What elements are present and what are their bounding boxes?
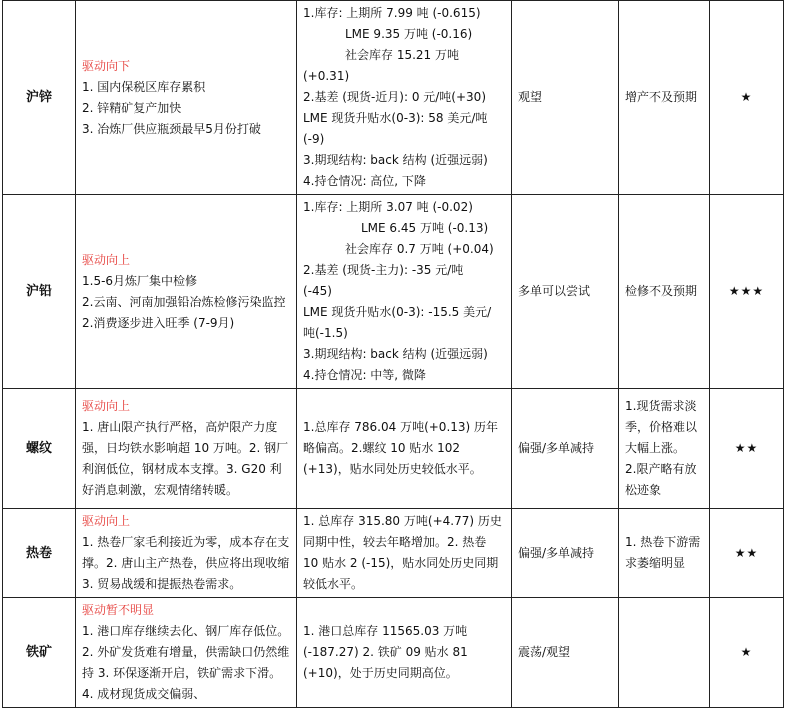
drive-line: 2.消费逐步进入旺季 (7-9月) [82, 315, 235, 330]
risk-cell [619, 598, 710, 708]
data-line: 社会库存 0.7 万吨 (+0.04) [345, 242, 494, 256]
table-row [3, 509, 784, 598]
strategy-cell: 震荡/观望 [512, 598, 619, 708]
drive-cell [76, 1, 297, 195]
drive-line: 2. 锌精矿复产加快 [82, 100, 182, 115]
data-line: LME 9.35 万吨 (-0.16) [345, 27, 473, 41]
rating-stars: ★ [710, 1, 784, 195]
rating-stars: ★ [710, 598, 784, 708]
drive-title: 驱动向上 [82, 399, 131, 413]
rating-stars: ★★★ [710, 195, 784, 389]
data-line: LME 6.45 万吨 (-0.13) [361, 221, 489, 235]
data-line: (+0.31) [303, 69, 350, 83]
drive-cell [76, 598, 297, 708]
drive-title: 驱动向下 [82, 58, 131, 73]
data-line: 4.持仓情况: 高位, 下降 [303, 174, 426, 188]
data-cell [297, 1, 512, 195]
commodity-name: 沪锌 [3, 1, 76, 195]
table-row [3, 598, 784, 708]
commodity-name: 沪铅 [3, 195, 76, 389]
strategy-cell: 偏强/多单减持 [512, 389, 619, 509]
risk-line: 1.现货需求淡季，价格难以大幅上涨。 [625, 399, 698, 455]
data-line: 3.期现结构: back 结构 (近强远弱) [303, 153, 488, 167]
drive-line: 3. 冶炼厂供应瓶颈最早5月份打破 [82, 121, 261, 136]
risk-line: 1. 热卷下游需求萎缩明显 [625, 535, 701, 570]
drive-title: 驱动暂不明显 [82, 603, 155, 617]
data-line: 2.基差 (现货-近月): 0 元/吨(+30) [303, 90, 486, 104]
drive-text: 1. 热卷厂家毛利接近为零，成本存在支撑。2. 唐山主产热卷，供应将出现收缩 3. 贸易战缓和提振热卷需求。 [82, 535, 290, 591]
commodity-table [2, 0, 784, 708]
data-line: 吨(-1.5) [303, 326, 348, 340]
data-line: (-45) [303, 284, 332, 298]
drive-text: 1. 港口库存继续去化、钢厂库存低位。2. 外矿发货难有增量，供需缺口仍然维持 3. 环保逐渐开启，铁矿需求下滑。4. 成材现货成交偏弱、 [82, 624, 290, 701]
rating-stars: ★★ [710, 509, 784, 598]
drive-text: 1. 唐山限产执行严格，高炉限产力度强，日均铁水影响超 10 万吨。2. 钢厂利润低位，钢材成本支撑。3. G20 利好消息刺激，宏观情绪转暖。 [82, 420, 289, 497]
table-row [3, 1, 784, 195]
commodity-name: 螺纹 [3, 389, 76, 509]
risk-cell [619, 389, 710, 509]
drive-line: 1. 国内保税区库存累积 [82, 79, 206, 94]
data-line: 1.库存: 上期所 3.07 吨 (-0.02) [303, 200, 473, 214]
drive-title: 驱动向上 [82, 514, 131, 528]
data-line: 3.期现结构: back 结构 (近强远弱) [303, 347, 488, 361]
data-line: (-9) [303, 132, 325, 146]
commodity-name: 热卷 [3, 509, 76, 598]
drive-cell [76, 389, 297, 509]
drive-cell [76, 195, 297, 389]
risk-cell [619, 509, 710, 598]
data-line: LME 现货升贴水(0-3): -15.5 美元/ [303, 305, 492, 319]
risk-line: 2.限产略有放松迹象 [625, 462, 697, 497]
risk-cell: 增产不及预期 [619, 1, 710, 195]
table-row [3, 195, 784, 389]
rating-stars: ★★ [710, 389, 784, 509]
data-cell: 1. 港口总库存 11565.03 万吨 (-187.27) 2. 铁矿 09 贴水 81 (+10)，处于历史同期高位。 [297, 598, 512, 708]
data-line: 4.持仓情况: 中等, 微降 [303, 368, 426, 382]
data-line: LME 现货升贴水(0-3): 58 美元/吨 [303, 111, 488, 125]
data-cell [297, 195, 512, 389]
strategy-cell: 多单可以尝试 [512, 195, 619, 389]
data-line: 2.基差 (现货-主力): -35 元/吨 [303, 263, 464, 277]
data-cell: 1. 总库存 315.80 万吨(+4.77) 历史同期中性，较去年略增加。2. 热卷 10 贴水 2 (-15)，贴水同处历史同期较低水平。 [297, 509, 512, 598]
strategy-cell: 偏强/多单减持 [512, 509, 619, 598]
drive-title: 驱动向上 [82, 252, 131, 267]
risk-cell: 检修不及预期 [619, 195, 710, 389]
table-row [3, 389, 784, 509]
data-line: 社会库存 15.21 万吨 [345, 48, 459, 62]
commodity-name: 铁矿 [3, 598, 76, 708]
drive-line: 2.云南、河南加强铅冶炼检修污染监控 [82, 294, 286, 309]
drive-cell [76, 509, 297, 598]
data-line: 1.库存: 上期所 7.99 吨 (-0.615) [303, 6, 481, 20]
drive-line: 1.5-6月炼厂集中检修 [82, 273, 198, 288]
data-cell: 1.总库存 786.04 万吨(+0.13) 历年略偏高。2.螺纹 10 贴水 102 (+13)，贴水同处历史较低水平。 [297, 389, 512, 509]
strategy-cell: 观望 [512, 1, 619, 195]
